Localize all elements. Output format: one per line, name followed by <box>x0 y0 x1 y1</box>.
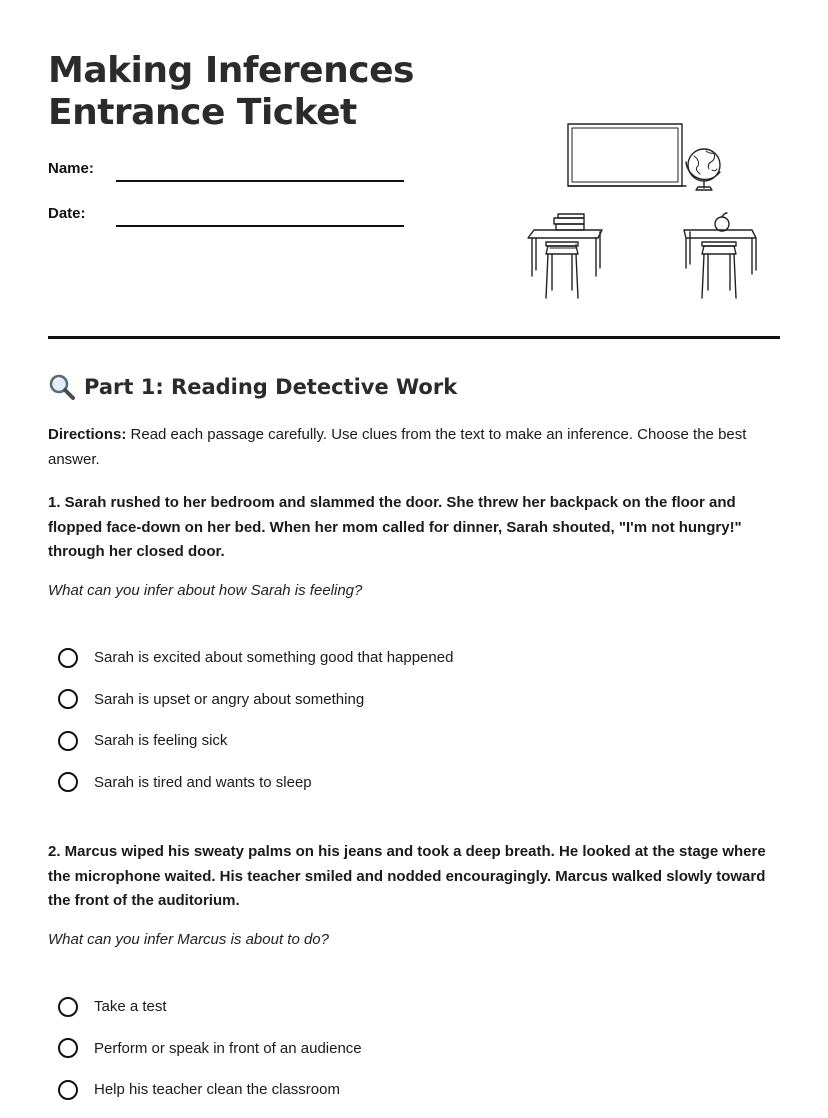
name-label: Name: <box>48 160 94 177</box>
part1-title: Part 1: Reading Detective Work <box>84 375 458 399</box>
date-field[interactable] <box>116 225 404 227</box>
radio-button[interactable] <box>58 731 78 751</box>
question-1-options <box>58 637 453 803</box>
radio-button[interactable] <box>58 689 78 709</box>
question-2-options <box>58 986 362 1111</box>
question-2-prompt: What can you infer Marcus is about to do? <box>48 931 329 948</box>
directions-label: Directions: <box>48 426 127 443</box>
question-1-option-b[interactable] <box>58 679 453 721</box>
option-label: Sarah is feeling sick <box>94 732 228 750</box>
question-2-option-c[interactable] <box>58 1069 362 1111</box>
directions-text: Read each passage carefully. Use clues from the text to make an inference. Choose the best answer. <box>48 426 747 468</box>
desk-with-apple-icon <box>684 213 756 298</box>
question-2-option-b[interactable] <box>58 1028 362 1070</box>
page-title <box>48 50 414 134</box>
magnifying-glass-icon <box>48 373 76 401</box>
worksheet-header <box>48 0 780 340</box>
name-field[interactable] <box>116 180 404 182</box>
option-label: Perform or speak in front of an audience <box>94 1039 362 1057</box>
globe-icon <box>686 149 720 190</box>
question-1-option-d[interactable] <box>58 762 453 804</box>
radio-button[interactable] <box>58 1038 78 1058</box>
desk-with-books-icon <box>528 214 602 298</box>
worksheet-page <box>48 0 780 1099</box>
option-label: Sarah is upset or angry about something <box>94 690 365 708</box>
option-label: Help his teacher clean the classroom <box>94 1081 340 1099</box>
header-divider <box>48 336 780 339</box>
classroom-illustration-icon <box>526 118 766 308</box>
question-2-text: 2. Marcus wiped his sweaty palms on his jeans and took a deep breath. He looked at the stage where the microphone waited. His teacher smiled and nodded encouragingly. Marcus walked slowly toward the front of the auditorium. <box>48 843 766 909</box>
radio-button[interactable] <box>58 1080 78 1100</box>
question-1-option-c[interactable] <box>58 720 453 762</box>
chalkboard-icon <box>568 124 686 186</box>
option-label: Sarah is tired and wants to sleep <box>94 773 312 791</box>
directions <box>48 422 773 472</box>
question-1-prompt: What can you infer about how Sarah is feeling? <box>48 582 363 599</box>
date-label: Date: <box>48 205 86 222</box>
radio-button[interactable] <box>58 997 78 1017</box>
part1-heading <box>48 373 457 401</box>
title-line-1: Making Inferences <box>48 50 414 91</box>
question-2-option-a[interactable] <box>58 986 362 1028</box>
radio-button[interactable] <box>58 772 78 792</box>
radio-button[interactable] <box>58 648 78 668</box>
option-label: Take a test <box>94 998 167 1016</box>
title-line-2: Entrance Ticket <box>48 92 357 133</box>
question-1-option-a[interactable] <box>58 637 453 679</box>
option-label: Sarah is excited about something good that happened <box>94 649 454 667</box>
question-1-text: 1. Sarah rushed to her bedroom and slammed the door. She threw her backpack on the floor and flopped face-down on her bed. When her mom called for dinner, Sarah shouted, "I'm not hungry!" through her closed door. <box>48 494 742 560</box>
